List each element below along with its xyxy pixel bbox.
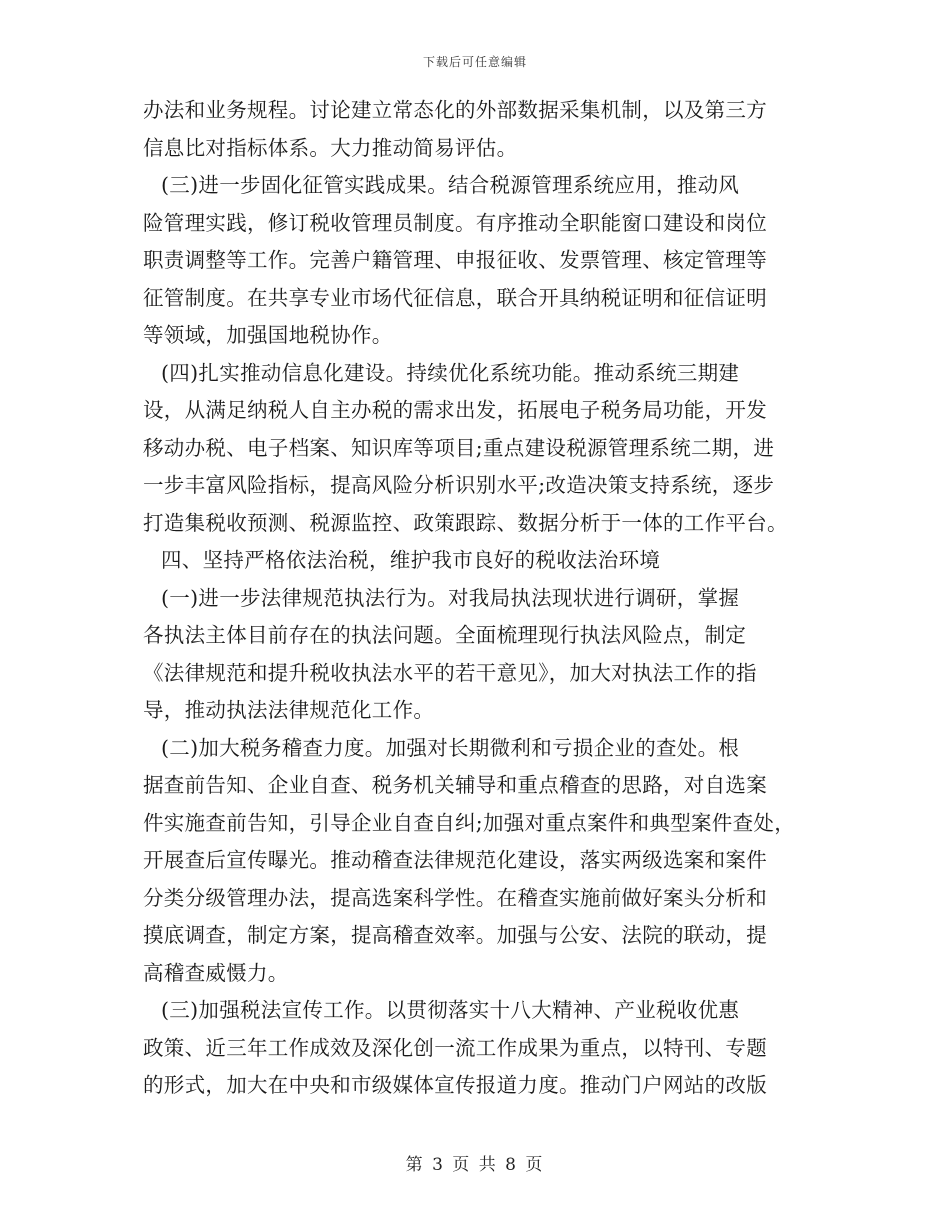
text-line: 一步丰富风险指标，提高风险分析识别水平;改造决策支持系统，逐步 xyxy=(143,473,775,497)
text-line: 设，从满足纳税人自主办税的需求出发，拓展电子税务局功能，开发 xyxy=(143,398,767,422)
text-line: 高稽查威慑力。 xyxy=(143,960,289,985)
page-header: 下载后可任意编辑 xyxy=(422,55,527,69)
text-line: 征管制度。在共享专业市场代征信息，联合开具纳税证明和征信证明 xyxy=(143,285,767,310)
text-line: 各执法主体目前存在的执法问题。全面梳理现行执法风险点，制定 xyxy=(143,623,747,647)
text-line: 据查前告知、企业自查、税务机关辅导和重点稽查的思路，对自选案 xyxy=(143,773,767,797)
text-line: 开展查后宣传曝光。推动稽查法律规范化建设，落实两级选案和案件 xyxy=(143,848,767,872)
text-line: 分类分级管理办法，提高选案科学性。在稽查实施前做好案头分析和 xyxy=(143,885,767,910)
text-line: 四、坚持严格依法治税，维护我市良好的税收法治环境 xyxy=(161,548,661,572)
text-line: 等领域，加强国地税协作。 xyxy=(143,323,393,347)
text-line: (三)加强税法宣传工作。以贯彻落实十八大精神、产业税收优惠 xyxy=(161,998,740,1022)
text-line: (四)扎实推动信息化建设。持续优化系统功能。推动系统三期建 xyxy=(161,360,740,385)
text-line: 《法律规范和提升税收执法水平的若干意见》，加大对执法工作的指 xyxy=(143,660,757,685)
text-line: 摸底调查，制定方案，提高稽查效率。加强与公安、法院的联动，提 xyxy=(143,923,767,947)
text-line: 打造集税收预测、税源监控、政策跟踪、数据分析于一体的工作平台。 xyxy=(143,510,788,535)
text-line: 件实施查前告知，引导企业自查自纠;加强对重点案件和典型案件查处， xyxy=(143,810,796,835)
text-line: 职责调整等工作。完善户籍管理、申报征收、发票管理、核定管理等 xyxy=(143,248,767,272)
text-line: 险管理实践，修订税收管理员制度。有序推动全职能窗口建设和岗位 xyxy=(143,210,767,235)
document-body xyxy=(143,92,808,1105)
text-line: (二)加大税务稽查力度。加强对长期微利和亏损企业的查处。根 xyxy=(161,735,740,760)
text-line: (三)进一步固化征管实践成果。结合税源管理系统应用，推动风 xyxy=(161,173,740,197)
page-footer: 第 3 页 共 8 页 xyxy=(405,1155,545,1175)
text-line: 办法和业务规程。讨论建立常态化的外部数据采集机制，以及第三方 xyxy=(143,98,767,122)
text-line: 政策、近三年工作成效及深化创一流工作成果为重点，以特刊、专题 xyxy=(143,1035,767,1060)
text-line: (一)进一步法律规范执法行为。对我局执法现状进行调研，掌握 xyxy=(161,585,740,610)
text-line: 的形式，加大在中央和市级媒体宣传报道力度。推动门户网站的改版 xyxy=(143,1073,767,1097)
text-line: 移动办税、电子档案、知识库等项目;重点建设税源管理系统二期，进 xyxy=(143,435,775,460)
text-line: 信息比对指标体系。大力推动简易评估。 xyxy=(143,135,518,160)
text-line: 导，推动执法法律规范化工作。 xyxy=(143,698,435,722)
